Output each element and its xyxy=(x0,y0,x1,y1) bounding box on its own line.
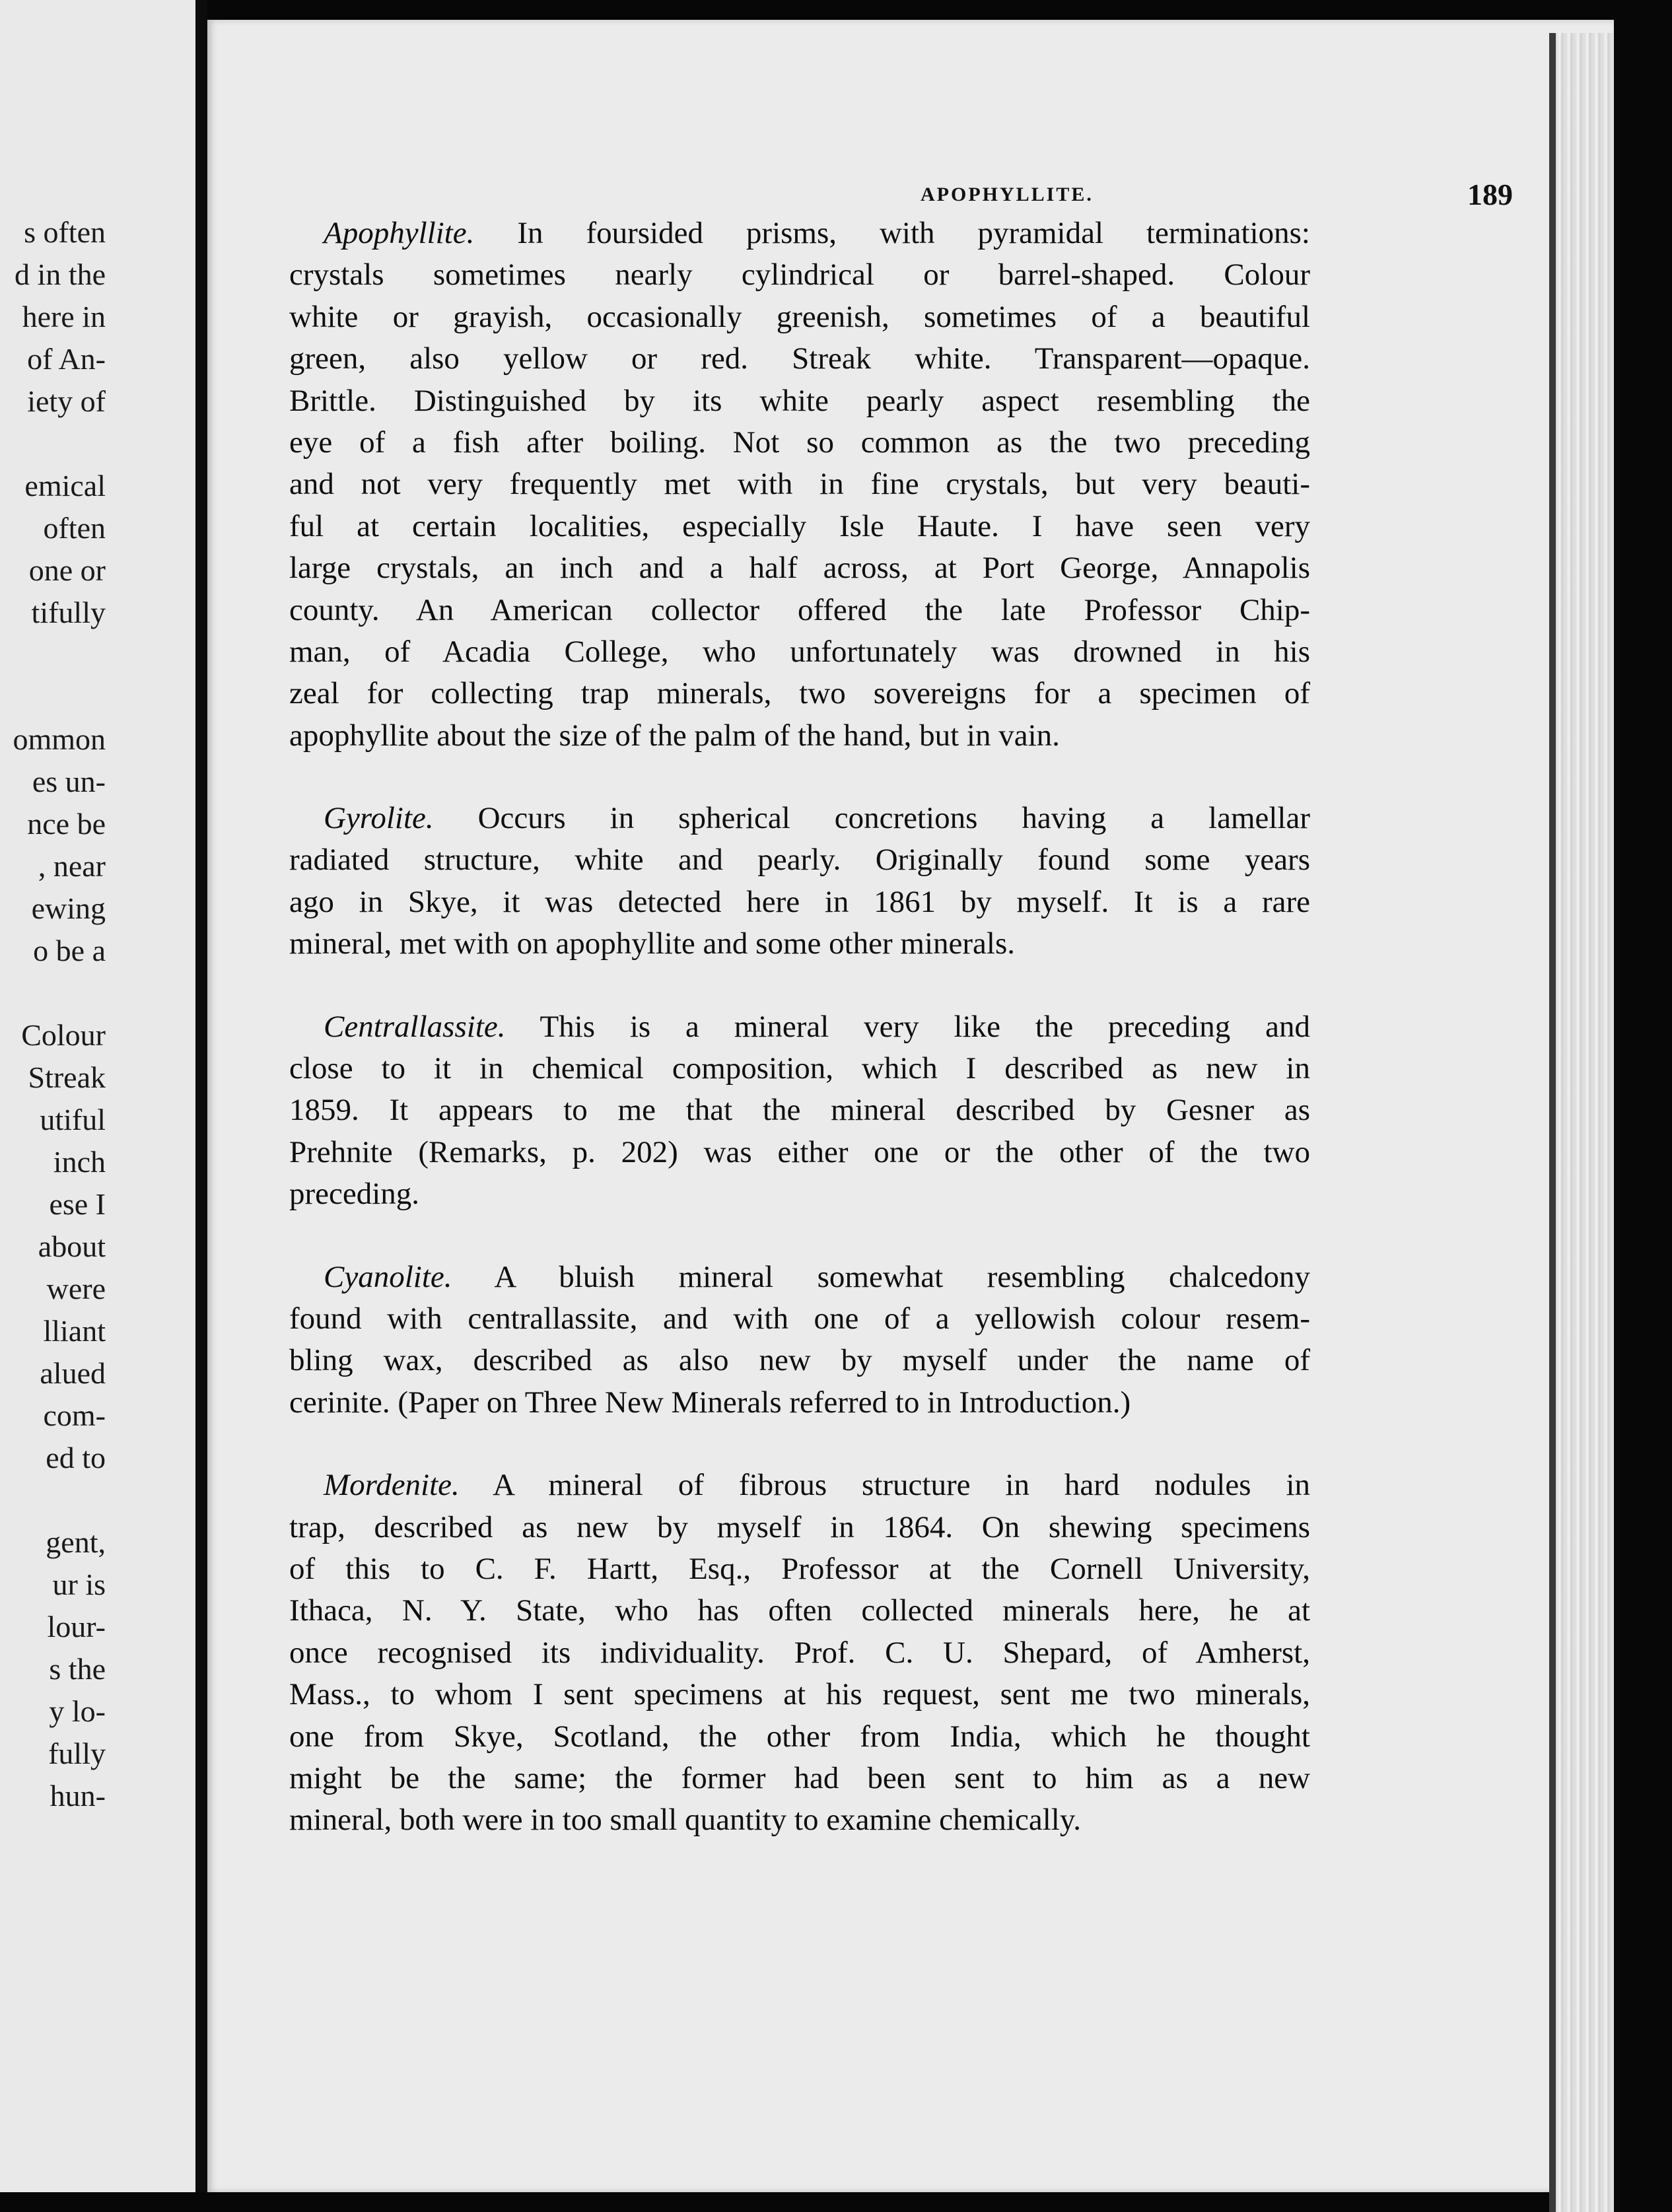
mineral-term: Apophyllite. xyxy=(324,216,475,250)
text-line xyxy=(289,1089,1310,1131)
text-line xyxy=(289,673,1310,714)
left-page-fragment: one or xyxy=(28,553,106,587)
left-page-fragment: Streak xyxy=(28,1060,106,1094)
text-line xyxy=(289,1132,1310,1173)
left-page-fragment: nce be xyxy=(27,807,106,841)
paragraph-gap xyxy=(289,1424,1310,1465)
text-line xyxy=(289,547,1310,589)
paragraph xyxy=(289,1257,1310,1424)
text-line xyxy=(289,1006,1310,1048)
text-line xyxy=(289,464,1310,505)
line-text: In foursided prisms, with pyramidal terminations: xyxy=(474,216,1310,250)
text-line xyxy=(289,839,1310,881)
left-facing-page xyxy=(0,0,198,2192)
page-edges xyxy=(1556,33,1614,2212)
line-text: trap, described as new by myself in 1864. On shewing specimens xyxy=(289,1509,1310,1544)
left-page-fragment: about xyxy=(38,1229,106,1263)
line-text: Ithaca, N. Y. State, who has often collected minerals here, he at xyxy=(289,1593,1310,1628)
text-line xyxy=(289,1590,1310,1632)
text-line xyxy=(289,923,1310,965)
line-text: A mineral of fibrous structure in hard nodules in xyxy=(459,1468,1310,1503)
text-line xyxy=(289,296,1310,338)
line-text: Prehnite (Remarks, p. 202) was either one or the other of the two xyxy=(289,1134,1310,1169)
left-page-fragment: s often xyxy=(24,215,106,249)
line-text: eye of a fish after boiling. Not so common as the two preceding xyxy=(289,425,1310,460)
left-page-fragment: lour- xyxy=(47,1610,106,1643)
left-page-fragment: ommon xyxy=(13,722,106,756)
text-line xyxy=(289,798,1310,839)
page-edge-shadow xyxy=(1549,33,1556,2212)
line-text: This is a mineral very like the preceding and xyxy=(505,1009,1310,1044)
left-page-fragment: hun- xyxy=(50,1779,106,1813)
line-text: A bluish mineral somewhat resembling chalcedony xyxy=(452,1259,1310,1294)
left-page-fragment xyxy=(13,972,106,1014)
left-page-fragment: o be a xyxy=(33,934,106,967)
left-page-fragment: , near xyxy=(38,849,106,883)
left-page-fragment: d in the xyxy=(15,258,106,291)
left-page-fragment: lliant xyxy=(43,1314,106,1348)
line-text: once recognised its individuality. Prof. C. U. Shepard, of Amherst, xyxy=(289,1635,1310,1670)
line-text: mineral, met with on apophyllite and some other minerals. xyxy=(289,926,1016,961)
left-page-fragment: es un- xyxy=(32,765,106,798)
text-line xyxy=(289,1548,1310,1590)
left-page-fragment xyxy=(13,1479,106,1521)
left-page-fragment: inch xyxy=(53,1145,106,1179)
left-page-fragment: ur is xyxy=(52,1568,106,1601)
text-line xyxy=(289,1507,1310,1548)
line-text: ago in Skye, it was detected here in 1861 by myself. It is a rare xyxy=(289,884,1310,919)
text-line xyxy=(289,590,1310,631)
text-line xyxy=(289,1048,1310,1089)
line-text: Mass., to whom I sent specimens at his request, sent me two minerals, xyxy=(289,1677,1310,1712)
paragraph xyxy=(289,1006,1310,1216)
text-line xyxy=(289,1799,1310,1841)
line-text: county. An American collector offered the late Professor Chip- xyxy=(289,592,1310,627)
text-line xyxy=(289,380,1310,422)
left-page-fragment xyxy=(13,423,106,465)
left-page-fragment: tifully xyxy=(31,596,106,629)
text-line xyxy=(289,1173,1310,1215)
left-page-text-fragments xyxy=(13,211,106,1817)
left-page-fragment: were xyxy=(46,1272,106,1305)
text-line xyxy=(289,338,1310,380)
line-text: one from Skye, Scotland, the other from India, which he thought xyxy=(289,1719,1310,1754)
text-line xyxy=(289,1674,1310,1715)
left-page-fragment: Colour xyxy=(21,1018,106,1052)
paragraph-gap xyxy=(289,757,1310,798)
text-line xyxy=(289,881,1310,923)
running-head-title: APOPHYLLITE. xyxy=(921,184,1094,205)
text-line xyxy=(289,1716,1310,1758)
paragraph xyxy=(289,213,1310,757)
text-line xyxy=(289,631,1310,673)
left-page-fragment: y lo- xyxy=(49,1694,106,1728)
left-page-fragment: iety of xyxy=(27,384,106,418)
line-text: close to it in chemical composition, which I described as new in xyxy=(289,1051,1310,1086)
left-page-fragment: s the xyxy=(49,1652,106,1686)
left-page-fragment: ese I xyxy=(49,1187,106,1221)
left-page-fragment: of An- xyxy=(27,342,106,376)
line-text: mineral, both were in too small quantity to examine chemically. xyxy=(289,1803,1082,1838)
left-page-fragment: fully xyxy=(48,1737,106,1770)
text-line xyxy=(289,1382,1310,1424)
left-page-fragment: gent, xyxy=(46,1525,106,1559)
text-line xyxy=(289,254,1310,296)
line-text: found with centrallassite, and with one of a yellowish colour resem- xyxy=(289,1301,1310,1336)
line-text: 1859. It appears to me that the mineral described by Gesner as xyxy=(289,1093,1310,1128)
left-page-fragment xyxy=(13,634,106,676)
left-page-fragment xyxy=(13,676,106,718)
mineral-term: Gyrolite. xyxy=(324,801,434,836)
text-line xyxy=(289,1632,1310,1674)
page-number: 189 xyxy=(1467,178,1513,211)
paragraph-gap xyxy=(289,1216,1310,1257)
line-text: Occurs in spherical concretions having a lamellar xyxy=(433,801,1310,836)
line-text: ful at certain localities, especially Isle Haute. I have seen very xyxy=(289,508,1310,543)
line-text: and not very frequently met with in fine crystals, but very beauti- xyxy=(289,467,1310,502)
line-text: green, also yellow or red. Streak white. Transparent—opaque. xyxy=(289,341,1310,376)
body-text xyxy=(289,213,1310,1842)
line-text: cerinite. (Paper on Three New Minerals referred to in Introduction.) xyxy=(289,1385,1131,1420)
line-text: might be the same; the former had been sent to him as a new xyxy=(289,1760,1310,1795)
mineral-term: Centrallassite. xyxy=(324,1009,506,1044)
line-text: large crystals, an inch and a half across, at Port George, Annapolis xyxy=(289,551,1310,586)
left-page-fragment: often xyxy=(43,511,106,545)
book-gutter xyxy=(195,0,207,2192)
line-text: man, of Acadia College, who unfortunately was drowned in his xyxy=(289,634,1310,669)
text-line xyxy=(289,1758,1310,1799)
mineral-term: Mordenite. xyxy=(324,1468,460,1503)
paragraph-gap xyxy=(289,965,1310,1006)
left-page-fragment: utiful xyxy=(40,1103,106,1136)
left-page-fragment: com- xyxy=(43,1399,106,1432)
line-text: preceding. xyxy=(289,1177,420,1212)
left-page-fragment: alued xyxy=(40,1356,106,1390)
text-line xyxy=(289,715,1310,757)
line-text: white or grayish, occasionally greenish, sometimes of a beautiful xyxy=(289,299,1310,334)
line-text: apophyllite about the size of the palm of the hand, but in vain. xyxy=(289,718,1060,753)
left-page-fragment: ed to xyxy=(46,1441,106,1474)
running-head xyxy=(207,177,1614,217)
line-text: bling wax, described as also new by myself under the name of xyxy=(289,1343,1310,1378)
text-line xyxy=(289,506,1310,547)
line-text: radiated structure, white and pearly. Originally found some years xyxy=(289,843,1310,878)
left-page-fragment: ewing xyxy=(31,891,106,925)
line-text: Brittle. Distinguished by its white pearly aspect resembling the xyxy=(289,383,1310,418)
line-text: zeal for collecting trap minerals, two sovereigns for a specimen of xyxy=(289,676,1310,711)
text-line xyxy=(289,1465,1310,1506)
left-page-fragment: emical xyxy=(24,469,106,502)
text-line xyxy=(289,1298,1310,1340)
text-line xyxy=(289,213,1310,254)
text-line xyxy=(289,1340,1310,1381)
left-page-fragment: here in xyxy=(22,300,106,333)
line-text: crystals sometimes nearly cylindrical or barrel-shaped. Colour xyxy=(289,258,1310,293)
text-line xyxy=(289,1257,1310,1298)
mineral-term: Cyanolite. xyxy=(324,1259,452,1294)
text-line xyxy=(289,422,1310,464)
line-text: of this to C. F. Hartt, Esq., Professor at the Cornell University, xyxy=(289,1551,1310,1586)
paragraph xyxy=(289,1465,1310,1842)
paragraph xyxy=(289,798,1310,965)
